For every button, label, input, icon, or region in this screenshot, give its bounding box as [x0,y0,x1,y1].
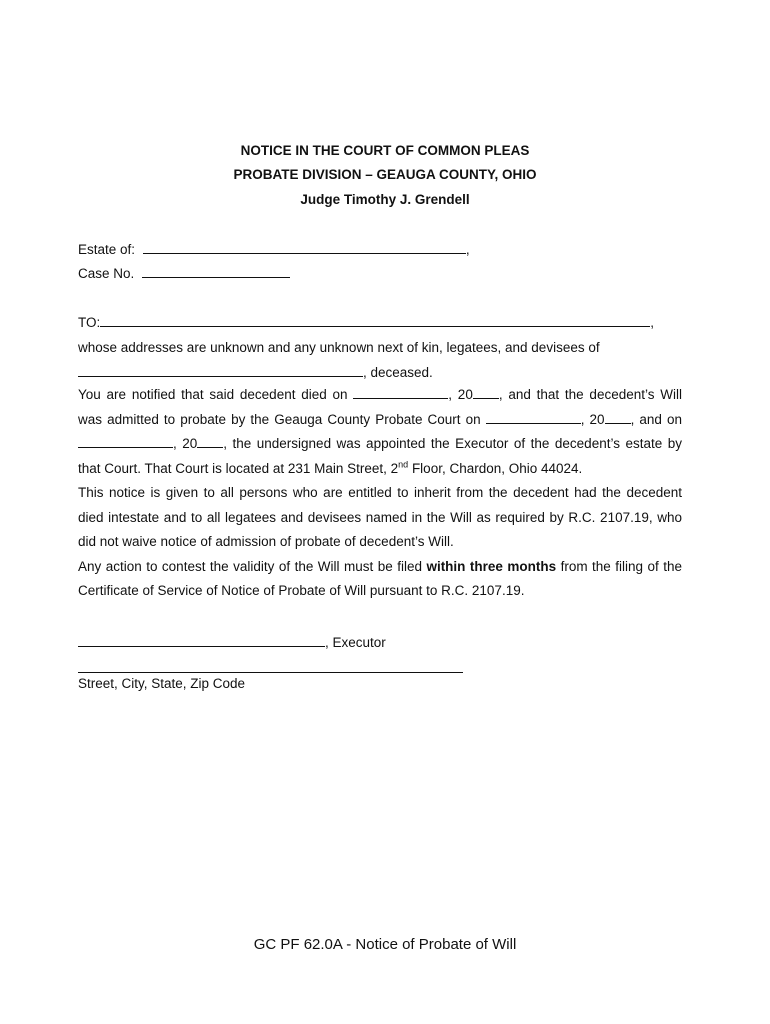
contest-deadline: within three months [426,558,557,574]
executor-row [78,634,386,650]
header-division: PROBATE DIVISION – GEAUGA COUNTY, OHIO [233,167,537,182]
to-label: TO: [78,315,101,330]
to-comma: , [650,315,655,330]
deceased-row [78,364,433,380]
addresses-line: whose addresses are unknown and any unknown next of kin, legatees, and devisees of [78,340,600,355]
decedent-name-field[interactable] [78,364,363,377]
death-date-field[interactable] [353,386,448,399]
court-location-line: that Court. That Court is located at 231 Main Street, 2nd Floor, Chardon, Ohio 44024. [78,459,583,476]
admitted-date-field[interactable] [486,411,581,424]
to-row [78,314,654,330]
estate-label: Estate of: [78,242,136,257]
estate-row [78,241,470,257]
notice-line-1: This notice is given to all persons who are entitled to inherit from the decedent had the decedent [78,485,682,500]
death-year-field[interactable] [473,386,499,399]
notice-paragraph [78,383,682,604]
admitted-year-field[interactable] [605,411,631,424]
executor-signature-field[interactable] [78,634,325,647]
case-label: Case No. [78,266,135,281]
executor-address-field[interactable] [78,660,463,673]
appointed-line: , 20 , the undersigned was appointed the Executor of the decedent’s estate by [78,432,682,457]
header-judge: Judge Timothy J. Grendell [300,192,470,207]
recipients-field[interactable] [100,314,650,327]
address-row [78,660,463,676]
appointed-date-field[interactable] [78,435,173,448]
appointed-year-field[interactable] [197,435,223,448]
case-number-field[interactable] [142,265,290,278]
estate-name-field[interactable] [143,241,466,254]
form-footer: GC PF 62.0A - Notice of Probate of Will [253,936,517,953]
contest-line-1: Any action to contest the validity of the Will must be filed within three months from the filing of the [78,558,682,574]
deceased-label: , deceased. [363,365,433,380]
header-court: NOTICE IN THE COURT OF COMMON PLEAS [240,143,530,158]
notice-line-2: died intestate and to all legatees and devisees named in the Will as required by R.C. 2107.19, who [78,509,682,525]
role-value[interactable]: Executor [455,436,509,451]
notice-line-3: did not waive notice of admission of probate of decedent’s Will. [78,534,454,549]
estate-comma: , [465,242,470,257]
address-label: Street, City, State, Zip Code [78,676,246,691]
case-row [78,265,290,281]
admitted-line: was admitted to probate by the Geauga County Probate Court on , 20 , and on [78,411,682,427]
contest-line-2: Certificate of Service of Notice of Probate of Will pursuant to R.C. 2107.19. [78,583,525,598]
executor-label: , Executor [325,635,386,650]
died-on-line: You are notified that said decedent died on , 20 , and that the decedent’s Will [78,387,682,402]
